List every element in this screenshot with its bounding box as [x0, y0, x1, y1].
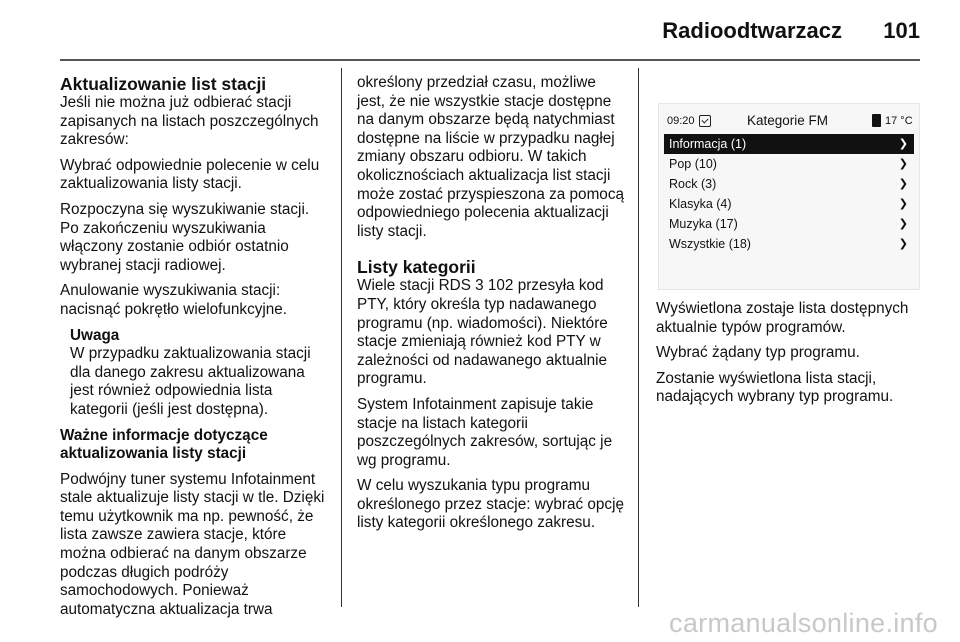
paragraph: Wyświetlona zostaje lista dostępnych aktualnie typów programów.: [656, 300, 909, 336]
infotainment-screen-image: [658, 103, 920, 290]
header-divider: [60, 59, 920, 61]
temperature: 17 °C: [885, 115, 913, 127]
section-heading-category-lists: Listy kategorii: [357, 257, 476, 278]
column-divider: [341, 68, 342, 607]
paragraph: Rozpoczyna się wyszukiwanie stacji. Po zakończeniu wyszukiwania włączony zostanie odbiór ostatnio wybranej stacji radiowej.: [60, 200, 310, 274]
watermark-text: carmanualsonline.info: [669, 608, 938, 638]
category-list: [664, 134, 914, 254]
column-left: [60, 74, 328, 626]
category-label: Pop (10): [669, 157, 717, 171]
page-reference-icon: 3: [475, 277, 484, 295]
category-item-informacja[interactable]: [664, 134, 914, 154]
category-item-klasyka[interactable]: [664, 194, 914, 214]
subheading-important-info: Ważne informacje dotyczące aktualizowania listy stacji: [60, 426, 268, 463]
category-label: Informacja (1): [669, 137, 747, 151]
category-item-wszystkie[interactable]: [664, 234, 914, 254]
phone-icon: [872, 114, 881, 127]
category-item-rock[interactable]: [664, 174, 914, 194]
clock-time: 09:20: [667, 115, 695, 127]
note-title: Uwaga: [70, 326, 120, 344]
page-number: 101: [883, 18, 920, 43]
paragraph: Wybrać żądany typ programu.: [656, 344, 860, 362]
section-heading-update-lists: Aktualizowanie list stacji: [60, 74, 267, 94]
chevron-right-icon: ❯: [898, 138, 908, 150]
column-middle: [357, 74, 627, 540]
chevron-right-icon: ❯: [898, 218, 908, 230]
chevron-right-icon: ❯: [898, 158, 908, 170]
paragraph: [357, 277, 627, 389]
text-span: 102 przesyła kod PTY, który określa typ nadawanego programu (np. wiadomości). Niektóre stacje zmieniają również kod PTY w zależności od nadawanego aktualnie programu.: [357, 277, 608, 388]
paragraph: Wybrać odpowiednie polecenie w celu zaktualizowania listy stacji.: [60, 156, 320, 193]
chevron-right-icon: ❯: [898, 178, 908, 190]
paragraph: W celu wyszukania typu programu określonego przez stacje: wybrać opcję listy kategorii określonego zakresu.: [357, 477, 624, 532]
paragraph: Jeśli nie można już odbierać stacji zapisanych na listach poszczególnych zakresów:: [60, 94, 319, 149]
paragraph: Zostanie wyświetlona lista stacji, nadających wybrany typ programu.: [656, 369, 894, 406]
category-label: Klasyka (4): [669, 197, 732, 211]
chevron-right-icon: ❯: [898, 198, 908, 210]
paragraph: Podwójny tuner systemu Infotainment stale aktualizuje listy stacji w tle. Dzięki temu użytkownik ma np. pewność, że lista zawsze zawiera stacje, które można odbierać na danym obszarze podczas długich podróży samochodowych. Ponieważ automatyczna aktualizacja trwa: [60, 470, 325, 618]
paragraph: System Infotainment zapisuje takie stacje na listach kategorii poszczególnych zakresów, sortując je wg programu.: [357, 395, 613, 469]
text-span: Wiele stacji RDS: [357, 277, 476, 295]
category-label: Muzyka (17): [669, 217, 738, 231]
column-right: [656, 300, 926, 414]
sync-icon: [699, 115, 711, 127]
column-divider: [638, 68, 639, 607]
chevron-right-icon: ❯: [898, 238, 908, 250]
chapter-title: Radioodtwarzacz: [662, 18, 842, 43]
note-text: W przypadku zaktualizowania stacji dla danego zakresu aktualizowana jest również odpowiednia lista kategorii (jeśli jest dostępna).: [70, 345, 311, 418]
category-item-pop[interactable]: [664, 154, 914, 174]
screen-title: Kategorie FM: [747, 113, 829, 128]
note-box: [70, 327, 328, 420]
paragraph: określony przedział czasu, możliwe jest, że nie wszystkie stacje dostępne na danym obszarze będą natychmiast dostępne na liście w przypadku nagłej zmiany obszaru odbioru. W takich okolicznościach aktualizacja list stacji może zostać przyspieszona za pomocą odpowiedniego polecenia aktualizacji listy stacji.: [357, 74, 624, 240]
paragraph: Anulowanie wyszukiwania stacji: nacisnąć pokrętło wielofunkcyjne.: [60, 282, 288, 318]
category-item-muzyka[interactable]: [664, 214, 914, 234]
screen-status-bar: [659, 110, 919, 132]
category-label: Rock (3): [669, 177, 717, 191]
page-header: [60, 14, 920, 54]
category-label: Wszystkie (18): [669, 237, 751, 251]
